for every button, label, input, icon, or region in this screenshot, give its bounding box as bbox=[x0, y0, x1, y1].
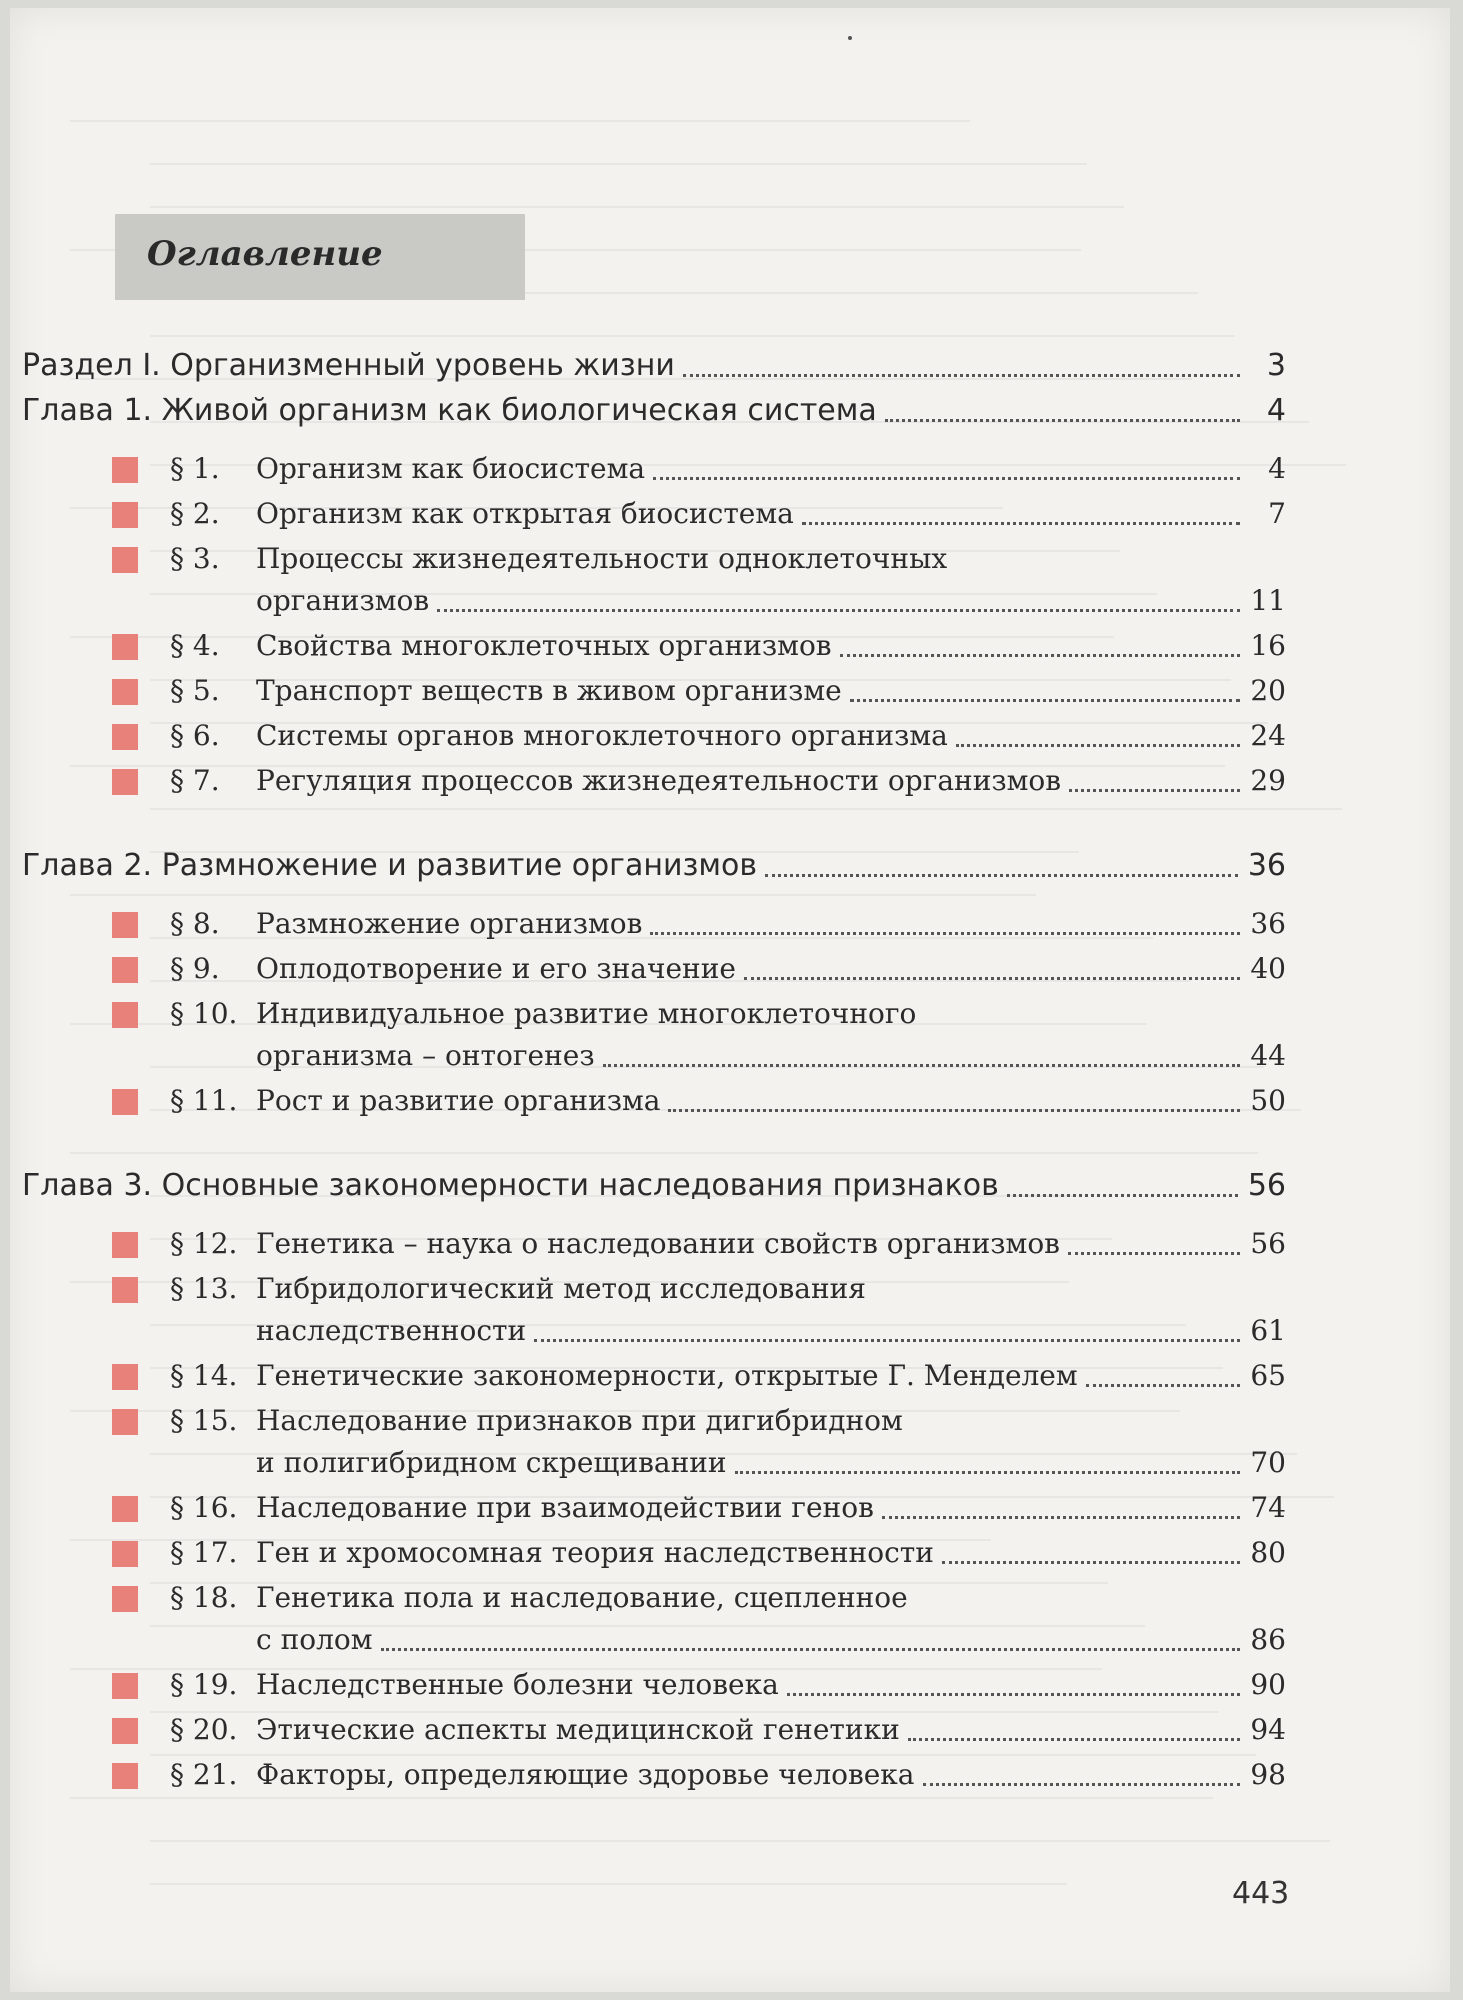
section-number: § 17. bbox=[170, 1536, 238, 1569]
section-entry bbox=[256, 1311, 1286, 1351]
section-entry-label: Системы органов многоклеточного организма bbox=[256, 719, 948, 752]
section-number: § 4. bbox=[170, 629, 220, 662]
section-entry-page: 70 bbox=[1250, 1446, 1286, 1479]
section-entry bbox=[256, 1710, 1286, 1750]
section-number: § 3. bbox=[170, 542, 220, 575]
show-through-line bbox=[150, 808, 1342, 810]
dot-leader bbox=[668, 1109, 1240, 1112]
section-bullet-icon bbox=[112, 502, 138, 528]
section-title-line: Наследование признаков при дигибридном bbox=[256, 1404, 903, 1437]
show-through-line bbox=[70, 120, 970, 122]
section-entry-label: Ген и хромосомная теория наследственности bbox=[256, 1536, 934, 1569]
chapter-heading-page: 36 bbox=[1247, 848, 1286, 883]
section-entry bbox=[256, 1533, 1286, 1573]
chapter-heading-label: Глава 3. Основные закономерности наследования признаков bbox=[22, 1168, 999, 1203]
section-number: § 13. bbox=[170, 1272, 238, 1305]
show-through-line bbox=[150, 163, 1087, 165]
title-banner bbox=[115, 214, 525, 300]
dot-leader bbox=[765, 874, 1238, 877]
section-entry bbox=[256, 1488, 1286, 1528]
section-number: § 11. bbox=[170, 1084, 238, 1117]
section-number: § 18. bbox=[170, 1581, 238, 1614]
section-title-line: Индивидуальное развитие многоклеточного bbox=[256, 997, 917, 1030]
section-entry bbox=[256, 1081, 1286, 1121]
chapter-heading-page: 56 bbox=[1247, 1168, 1286, 1203]
section-bullet-icon bbox=[112, 1586, 138, 1612]
dot-leader bbox=[653, 477, 1240, 480]
section-entry-page: 90 bbox=[1250, 1668, 1286, 1701]
section-number: § 21. bbox=[170, 1758, 238, 1791]
section-entry-label: Размножение организмов bbox=[256, 907, 643, 940]
show-through-line bbox=[150, 1840, 1330, 1842]
section-entry-page: 29 bbox=[1250, 764, 1286, 797]
section-entry-label: Регуляция процессов жизнедеятельности организмов bbox=[256, 764, 1062, 797]
section-entry bbox=[256, 1755, 1286, 1795]
section-bullet-icon bbox=[112, 1089, 138, 1115]
section-entry-page: 20 bbox=[1250, 674, 1286, 707]
section-bullet-icon bbox=[112, 1496, 138, 1522]
section-entry bbox=[256, 1620, 1286, 1660]
show-through-line bbox=[70, 894, 1036, 896]
section-entry bbox=[256, 581, 1286, 621]
section-number: § 5. bbox=[170, 674, 220, 707]
section-entry-page: 74 bbox=[1250, 1491, 1286, 1524]
section-bullet-icon bbox=[112, 957, 138, 983]
chapter-heading bbox=[22, 1166, 1286, 1206]
section-number: § 12. bbox=[170, 1227, 238, 1260]
section-entry bbox=[256, 671, 1286, 711]
section-number: § 20. bbox=[170, 1713, 238, 1746]
chapter-heading-label: Глава 1. Живой организм как биологическая система bbox=[22, 393, 877, 428]
section-bullet-icon bbox=[112, 1541, 138, 1567]
part-heading-page: 3 bbox=[1266, 348, 1286, 383]
dot-leader bbox=[735, 1471, 1240, 1474]
section-entry-page: 86 bbox=[1250, 1623, 1286, 1656]
chapter-heading bbox=[22, 846, 1286, 886]
section-number: § 14. bbox=[170, 1359, 238, 1392]
dot-leader bbox=[840, 654, 1240, 657]
section-bullet-icon bbox=[112, 679, 138, 705]
dot-leader bbox=[942, 1561, 1240, 1564]
section-entry-page: 65 bbox=[1250, 1359, 1286, 1392]
section-number: § 9. bbox=[170, 952, 220, 985]
section-bullet-icon bbox=[112, 1673, 138, 1699]
section-entry-page: 94 bbox=[1250, 1713, 1286, 1746]
section-entry bbox=[256, 1224, 1286, 1264]
section-entry-label: с полом bbox=[256, 1623, 373, 1656]
part-heading-label: Раздел I. Организменный уровень жизни bbox=[22, 348, 675, 383]
dot-leader bbox=[650, 932, 1240, 935]
dot-leader bbox=[437, 609, 1240, 612]
section-entry-page: 36 bbox=[1250, 907, 1286, 940]
section-entry-label: Наследование при взаимодействии генов bbox=[256, 1491, 874, 1524]
section-entry bbox=[256, 1356, 1286, 1396]
section-entry bbox=[256, 761, 1286, 801]
page-number: 443 bbox=[1232, 1876, 1290, 1911]
section-number: § 1. bbox=[170, 452, 220, 485]
dot-leader bbox=[744, 977, 1240, 980]
section-entry-label: Генетические закономерности, открытые Г. Менделем bbox=[256, 1359, 1078, 1392]
print-speck bbox=[848, 36, 852, 40]
section-entry-label: организма – онтогенез bbox=[256, 1039, 595, 1072]
dot-leader bbox=[603, 1064, 1240, 1067]
section-entry-label: Транспорт веществ в живом организме bbox=[256, 674, 842, 707]
section-title-line: Гибридологический метод исследования bbox=[256, 1272, 866, 1305]
dot-leader bbox=[381, 1648, 1240, 1651]
section-title-line: Процессы жизнедеятельности одноклеточных bbox=[256, 542, 948, 575]
section-number: § 2. bbox=[170, 497, 220, 530]
section-entry bbox=[256, 1036, 1286, 1076]
section-entry-label: Организм как открытая биосистема bbox=[256, 497, 794, 530]
dot-leader bbox=[802, 522, 1240, 525]
section-entry-page: 4 bbox=[1268, 452, 1286, 485]
dot-leader bbox=[885, 419, 1240, 422]
show-through-line bbox=[70, 1152, 1258, 1154]
section-number: § 16. bbox=[170, 1491, 238, 1524]
section-entry-page: 24 bbox=[1250, 719, 1286, 752]
section-entry-label: Свойства многоклеточных организмов bbox=[256, 629, 832, 662]
section-entry-label: и полигибридном скрещивании bbox=[256, 1446, 727, 1479]
part-heading bbox=[22, 346, 1286, 386]
section-entry-page: 56 bbox=[1250, 1227, 1286, 1260]
section-entry-label: Наследственные болезни человека bbox=[256, 1668, 779, 1701]
section-entry-page: 80 bbox=[1250, 1536, 1286, 1569]
dot-leader bbox=[908, 1738, 1240, 1741]
section-entry-label: Факторы, определяющие здоровье человека bbox=[256, 1758, 915, 1791]
show-through-line bbox=[150, 335, 1235, 337]
dot-leader bbox=[787, 1693, 1240, 1696]
section-entry-label: Оплодотворение и его значение bbox=[256, 952, 736, 985]
section-entry-page: 7 bbox=[1268, 497, 1286, 530]
section-number: § 15. bbox=[170, 1404, 238, 1437]
section-entry-page: 98 bbox=[1250, 1758, 1286, 1791]
section-entry-page: 16 bbox=[1250, 629, 1286, 662]
page-title: Оглавление bbox=[147, 234, 383, 274]
section-title-line: Генетика пола и наследование, сцепленное bbox=[256, 1581, 908, 1614]
section-bullet-icon bbox=[112, 1763, 138, 1789]
section-entry-label: Этические аспекты медицинской генетики bbox=[256, 1713, 900, 1746]
dot-leader bbox=[1007, 1194, 1238, 1197]
section-entry-label: наследственности bbox=[256, 1314, 527, 1347]
section-bullet-icon bbox=[112, 1364, 138, 1390]
section-entry-page: 44 bbox=[1250, 1039, 1286, 1072]
section-entry-label: Рост и развитие организма bbox=[256, 1084, 661, 1117]
dot-leader bbox=[1086, 1384, 1240, 1387]
section-bullet-icon bbox=[112, 1232, 138, 1258]
section-entry-page: 61 bbox=[1250, 1314, 1286, 1347]
section-bullet-icon bbox=[112, 912, 138, 938]
section-bullet-icon bbox=[112, 769, 138, 795]
section-entry-label: организмов bbox=[256, 584, 430, 617]
section-number: § 19. bbox=[170, 1668, 238, 1701]
section-bullet-icon bbox=[112, 634, 138, 660]
dot-leader bbox=[923, 1783, 1241, 1786]
section-entry bbox=[256, 1443, 1286, 1483]
section-number: § 7. bbox=[170, 764, 220, 797]
section-entry-page: 50 bbox=[1250, 1084, 1286, 1117]
section-entry-page: 40 bbox=[1250, 952, 1286, 985]
section-entry-page: 11 bbox=[1250, 584, 1286, 617]
section-entry bbox=[256, 449, 1286, 489]
section-entry bbox=[256, 626, 1286, 666]
section-bullet-icon bbox=[112, 1002, 138, 1028]
dot-leader bbox=[683, 374, 1240, 377]
chapter-heading-page: 4 bbox=[1266, 393, 1286, 428]
chapter-heading-label: Глава 2. Размножение и развитие организмов bbox=[22, 848, 758, 883]
section-entry bbox=[256, 494, 1286, 534]
section-bullet-icon bbox=[112, 547, 138, 573]
section-number: § 10. bbox=[170, 997, 238, 1030]
section-entry-label: Генетика – наука о наследовании свойств организмов bbox=[256, 1227, 1060, 1260]
section-bullet-icon bbox=[112, 1718, 138, 1744]
chapter-heading bbox=[22, 391, 1286, 431]
dot-leader bbox=[534, 1339, 1240, 1342]
section-entry bbox=[256, 949, 1286, 989]
section-number: § 8. bbox=[170, 907, 220, 940]
section-bullet-icon bbox=[112, 724, 138, 750]
section-number: § 6. bbox=[170, 719, 220, 752]
show-through-line bbox=[150, 206, 1124, 208]
dot-leader bbox=[1069, 789, 1240, 792]
dot-leader bbox=[850, 699, 1240, 702]
section-entry-label: Организм как биосистема bbox=[256, 452, 646, 485]
section-entry bbox=[256, 904, 1286, 944]
section-entry bbox=[256, 716, 1286, 756]
dot-leader bbox=[882, 1516, 1240, 1519]
section-entry bbox=[256, 1665, 1286, 1705]
show-through-line bbox=[70, 1797, 1213, 1799]
section-bullet-icon bbox=[112, 457, 138, 483]
dot-leader bbox=[956, 744, 1240, 747]
section-bullet-icon bbox=[112, 1277, 138, 1303]
section-bullet-icon bbox=[112, 1409, 138, 1435]
dot-leader bbox=[1068, 1252, 1240, 1255]
show-through-line bbox=[150, 1883, 1067, 1885]
book-page bbox=[10, 8, 1450, 1992]
